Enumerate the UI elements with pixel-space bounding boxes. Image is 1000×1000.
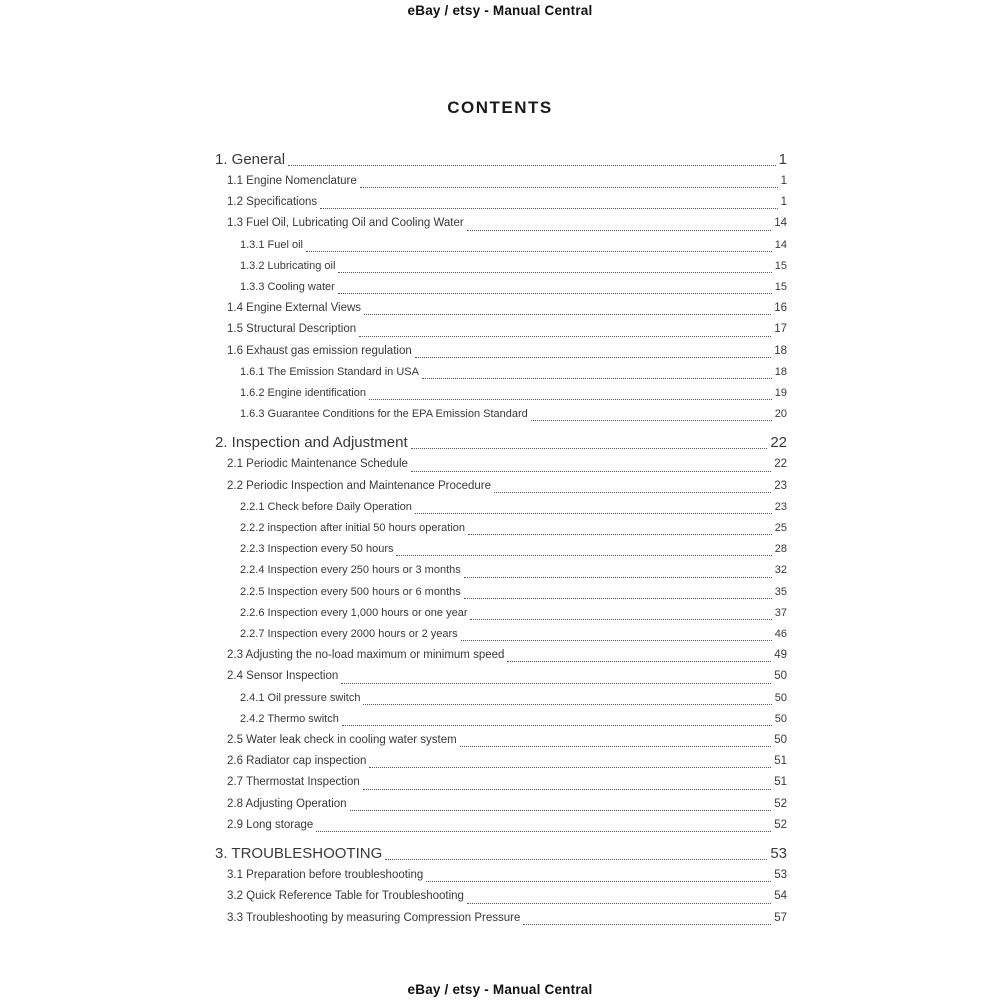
toc-entry <box>215 645 787 666</box>
toc-entry-label: 1.3.2 Lubricating oil <box>240 259 336 272</box>
dot-leader <box>396 539 771 556</box>
dot-leader <box>338 277 772 294</box>
toc-entry-page: 15 <box>774 281 787 294</box>
dot-leader <box>460 730 772 747</box>
toc-entry-label: 2.2.2 inspection after initial 50 hours operation <box>240 522 466 535</box>
toc-entry-page: 32 <box>774 564 787 577</box>
toc-entry <box>215 518 787 539</box>
toc-entry-label: 2.2 Periodic Inspection and Maintenance Procedure <box>227 479 492 492</box>
toc-entry-label: 1.4 Engine External Views <box>227 302 362 315</box>
toc-entry-page: 51 <box>774 755 787 768</box>
toc-entry-label: 1.6.1 The Emission Standard in USA <box>240 365 419 378</box>
dot-leader <box>364 298 771 315</box>
toc-entry-label: 1.6.3 Guarantee Conditions for the EPA Emission Standard <box>240 408 528 421</box>
toc-entry <box>215 582 787 603</box>
dot-leader <box>467 213 771 230</box>
toc-entry <box>215 815 787 836</box>
toc-entry <box>215 476 787 497</box>
toc-entry-page: 28 <box>774 543 787 556</box>
toc-entry <box>215 148 787 171</box>
toc-entry-label: 2.9 Long storage <box>227 818 314 831</box>
toc-entry-label: 2.2.7 Inspection every 2000 hours or 2 years <box>240 628 458 641</box>
dot-leader <box>464 582 772 599</box>
dot-leader <box>369 751 771 768</box>
toc-entry-page: 52 <box>774 797 787 810</box>
toc-entry <box>215 497 787 518</box>
toc-entry-page: 23 <box>774 500 787 513</box>
toc-entry-label: 2.2.4 Inspection every 250 hours or 3 months <box>240 564 461 577</box>
toc-entry <box>215 341 787 362</box>
dot-leader <box>350 794 772 811</box>
toc-entry <box>215 383 787 404</box>
dot-leader <box>411 454 771 471</box>
toc-entry <box>215 666 787 687</box>
toc-entry-label: 2.5 Water leak check in cooling water system <box>227 734 457 747</box>
toc-entry-page: 46 <box>774 628 787 641</box>
dot-leader <box>464 560 772 577</box>
toc-entry <box>215 256 787 277</box>
toc <box>215 148 787 929</box>
dot-leader <box>494 476 771 493</box>
toc-entry <box>215 319 787 340</box>
toc-entry <box>215 624 787 645</box>
dot-leader <box>507 645 771 662</box>
dot-leader <box>363 772 771 789</box>
toc-entry <box>215 454 787 475</box>
toc-entry-label: 2.4 Sensor Inspection <box>227 670 339 683</box>
toc-entry-page: 23 <box>774 479 787 492</box>
toc-entry <box>215 213 787 234</box>
dot-leader <box>363 688 771 705</box>
dot-leader <box>359 319 771 336</box>
toc-entry-label: 1.2 Specifications <box>227 196 318 209</box>
toc-entry-label: 2.7 Thermostat Inspection <box>227 776 360 789</box>
toc-entry-label: 1.3 Fuel Oil, Lubricating Oil and Cooling Water <box>227 217 464 230</box>
toc-entry-page: 57 <box>774 911 787 924</box>
toc-entry-page: 50 <box>774 691 787 704</box>
toc-entry-page: 19 <box>774 387 787 400</box>
dot-leader <box>369 383 772 400</box>
toc-entry <box>215 772 787 793</box>
toc-entry-page: 50 <box>774 712 787 725</box>
toc-entry <box>215 886 787 907</box>
dot-leader <box>320 192 777 209</box>
toc-entry-page: 49 <box>774 649 787 662</box>
toc-entry-page: 53 <box>774 869 787 882</box>
toc-entry-label: 2.4.2 Thermo switch <box>240 712 339 725</box>
toc-entry <box>215 431 787 454</box>
toc-entry-label: 2. Inspection and Adjustment <box>215 434 408 452</box>
dot-leader <box>422 362 772 379</box>
toc-entry-page: 25 <box>774 522 787 535</box>
toc-entry-label: 3. TROUBLESHOOTING <box>215 845 383 863</box>
toc-entry <box>215 298 787 319</box>
toc-entry-page: 37 <box>774 606 787 619</box>
toc-entry-label: 1.1 Engine Nomenclature <box>227 175 357 187</box>
toc-entry-label: 3.1 Preparation before troubleshooting <box>227 869 424 882</box>
toc-entry <box>215 603 787 624</box>
toc-entry-label: 2.8 Adjusting Operation <box>227 797 347 810</box>
toc-entry-page: 14 <box>774 217 787 230</box>
toc-entry-label: 3.3 Troubleshooting by measuring Compression Pressure <box>227 911 521 924</box>
dot-leader <box>385 842 767 860</box>
toc-entry <box>215 277 787 298</box>
toc-entry-label: 3.2 Quick Reference Table for Troubleshooting <box>227 890 464 903</box>
toc-entry-page: 15 <box>774 259 787 272</box>
toc-entry <box>215 192 787 213</box>
toc-entry-page: 52 <box>774 818 787 831</box>
toc-entry <box>215 751 787 772</box>
dot-leader <box>531 404 772 421</box>
dot-leader <box>411 431 768 449</box>
toc-entry <box>215 908 787 929</box>
toc-entry-page: 18 <box>774 365 787 378</box>
toc-entry-label: 2.1 Periodic Maintenance Schedule <box>227 458 408 471</box>
toc-entry-page: 18 <box>774 344 787 357</box>
toc-entry <box>215 709 787 730</box>
toc-entry-label: 2.4.1 Oil pressure switch <box>240 691 361 704</box>
toc-entry-page: 20 <box>774 408 787 421</box>
toc-entry-label: 2.3 Adjusting the no-load maximum or minimum speed <box>227 649 505 662</box>
toc-entry-label: 2.2.3 Inspection every 50 hours <box>240 543 394 556</box>
toc-entry-page: 54 <box>774 890 787 903</box>
toc-entry-label: 1.6 Exhaust gas emission regulation <box>227 344 412 357</box>
toc-entry <box>215 560 787 581</box>
toc-entry-page: 1 <box>780 196 787 209</box>
toc-entry-label: 1.3.3 Cooling water <box>240 281 335 294</box>
dot-leader <box>360 171 778 188</box>
toc-entry-label: 1. General <box>215 151 286 168</box>
toc-entry <box>215 362 787 383</box>
toc-entry-page: 53 <box>770 845 787 863</box>
dot-leader <box>306 235 772 252</box>
toc-entry-label: 1.6.2 Engine identification <box>240 387 366 400</box>
dot-leader <box>467 886 771 903</box>
dot-leader <box>338 256 771 273</box>
toc-entry-page: 50 <box>774 734 787 747</box>
toc-entry <box>215 539 787 560</box>
toc-entry <box>215 730 787 751</box>
dot-leader <box>461 624 772 641</box>
page-header: eBay / etsy - Manual Central <box>407 3 593 18</box>
toc-entry-page: 35 <box>774 585 787 598</box>
dot-leader <box>426 865 771 882</box>
dot-leader <box>342 709 772 726</box>
toc-entry <box>215 688 787 709</box>
toc-entry-page: 1 <box>778 151 787 168</box>
toc-entry-page: 14 <box>774 238 787 251</box>
toc-entry-label: 2.2.5 Inspection every 500 hours or 6 months <box>240 585 461 598</box>
dot-leader <box>288 148 776 166</box>
dot-leader <box>415 341 771 358</box>
toc-entry-label: 2.2.1 Check before Daily Operation <box>240 500 412 513</box>
contents-title: CONTENTS <box>447 98 553 117</box>
toc-entry-label: 2.6 Radiator cap inspection <box>227 755 367 768</box>
dot-leader <box>341 666 771 683</box>
dot-leader <box>468 518 772 535</box>
toc-entry-page: 51 <box>774 776 787 789</box>
dot-leader <box>523 908 771 925</box>
page-footer: eBay / etsy - Manual Central <box>407 982 593 997</box>
dot-leader <box>415 497 772 514</box>
toc-entry-page: 16 <box>774 302 787 315</box>
toc-entry <box>215 171 787 192</box>
toc-entry <box>215 865 787 886</box>
toc-entry-label: 1.5 Structural Description <box>227 323 357 336</box>
dot-leader <box>316 815 771 832</box>
toc-entry <box>215 235 787 256</box>
toc-entry-label: 1.3.1 Fuel oil <box>240 238 303 251</box>
toc-entry <box>215 842 787 865</box>
toc-entry-page: 22 <box>774 458 787 471</box>
toc-entry <box>215 404 787 425</box>
toc-entry-page: 17 <box>774 323 787 336</box>
dot-leader <box>470 603 771 620</box>
toc-entry <box>215 794 787 815</box>
toc-entry-label: 2.2.6 Inspection every 1,000 hours or one year <box>240 606 468 619</box>
toc-entry-page: 50 <box>774 670 787 683</box>
toc-entry-page: 22 <box>770 434 787 452</box>
toc-entry-page: 1 <box>780 175 787 187</box>
